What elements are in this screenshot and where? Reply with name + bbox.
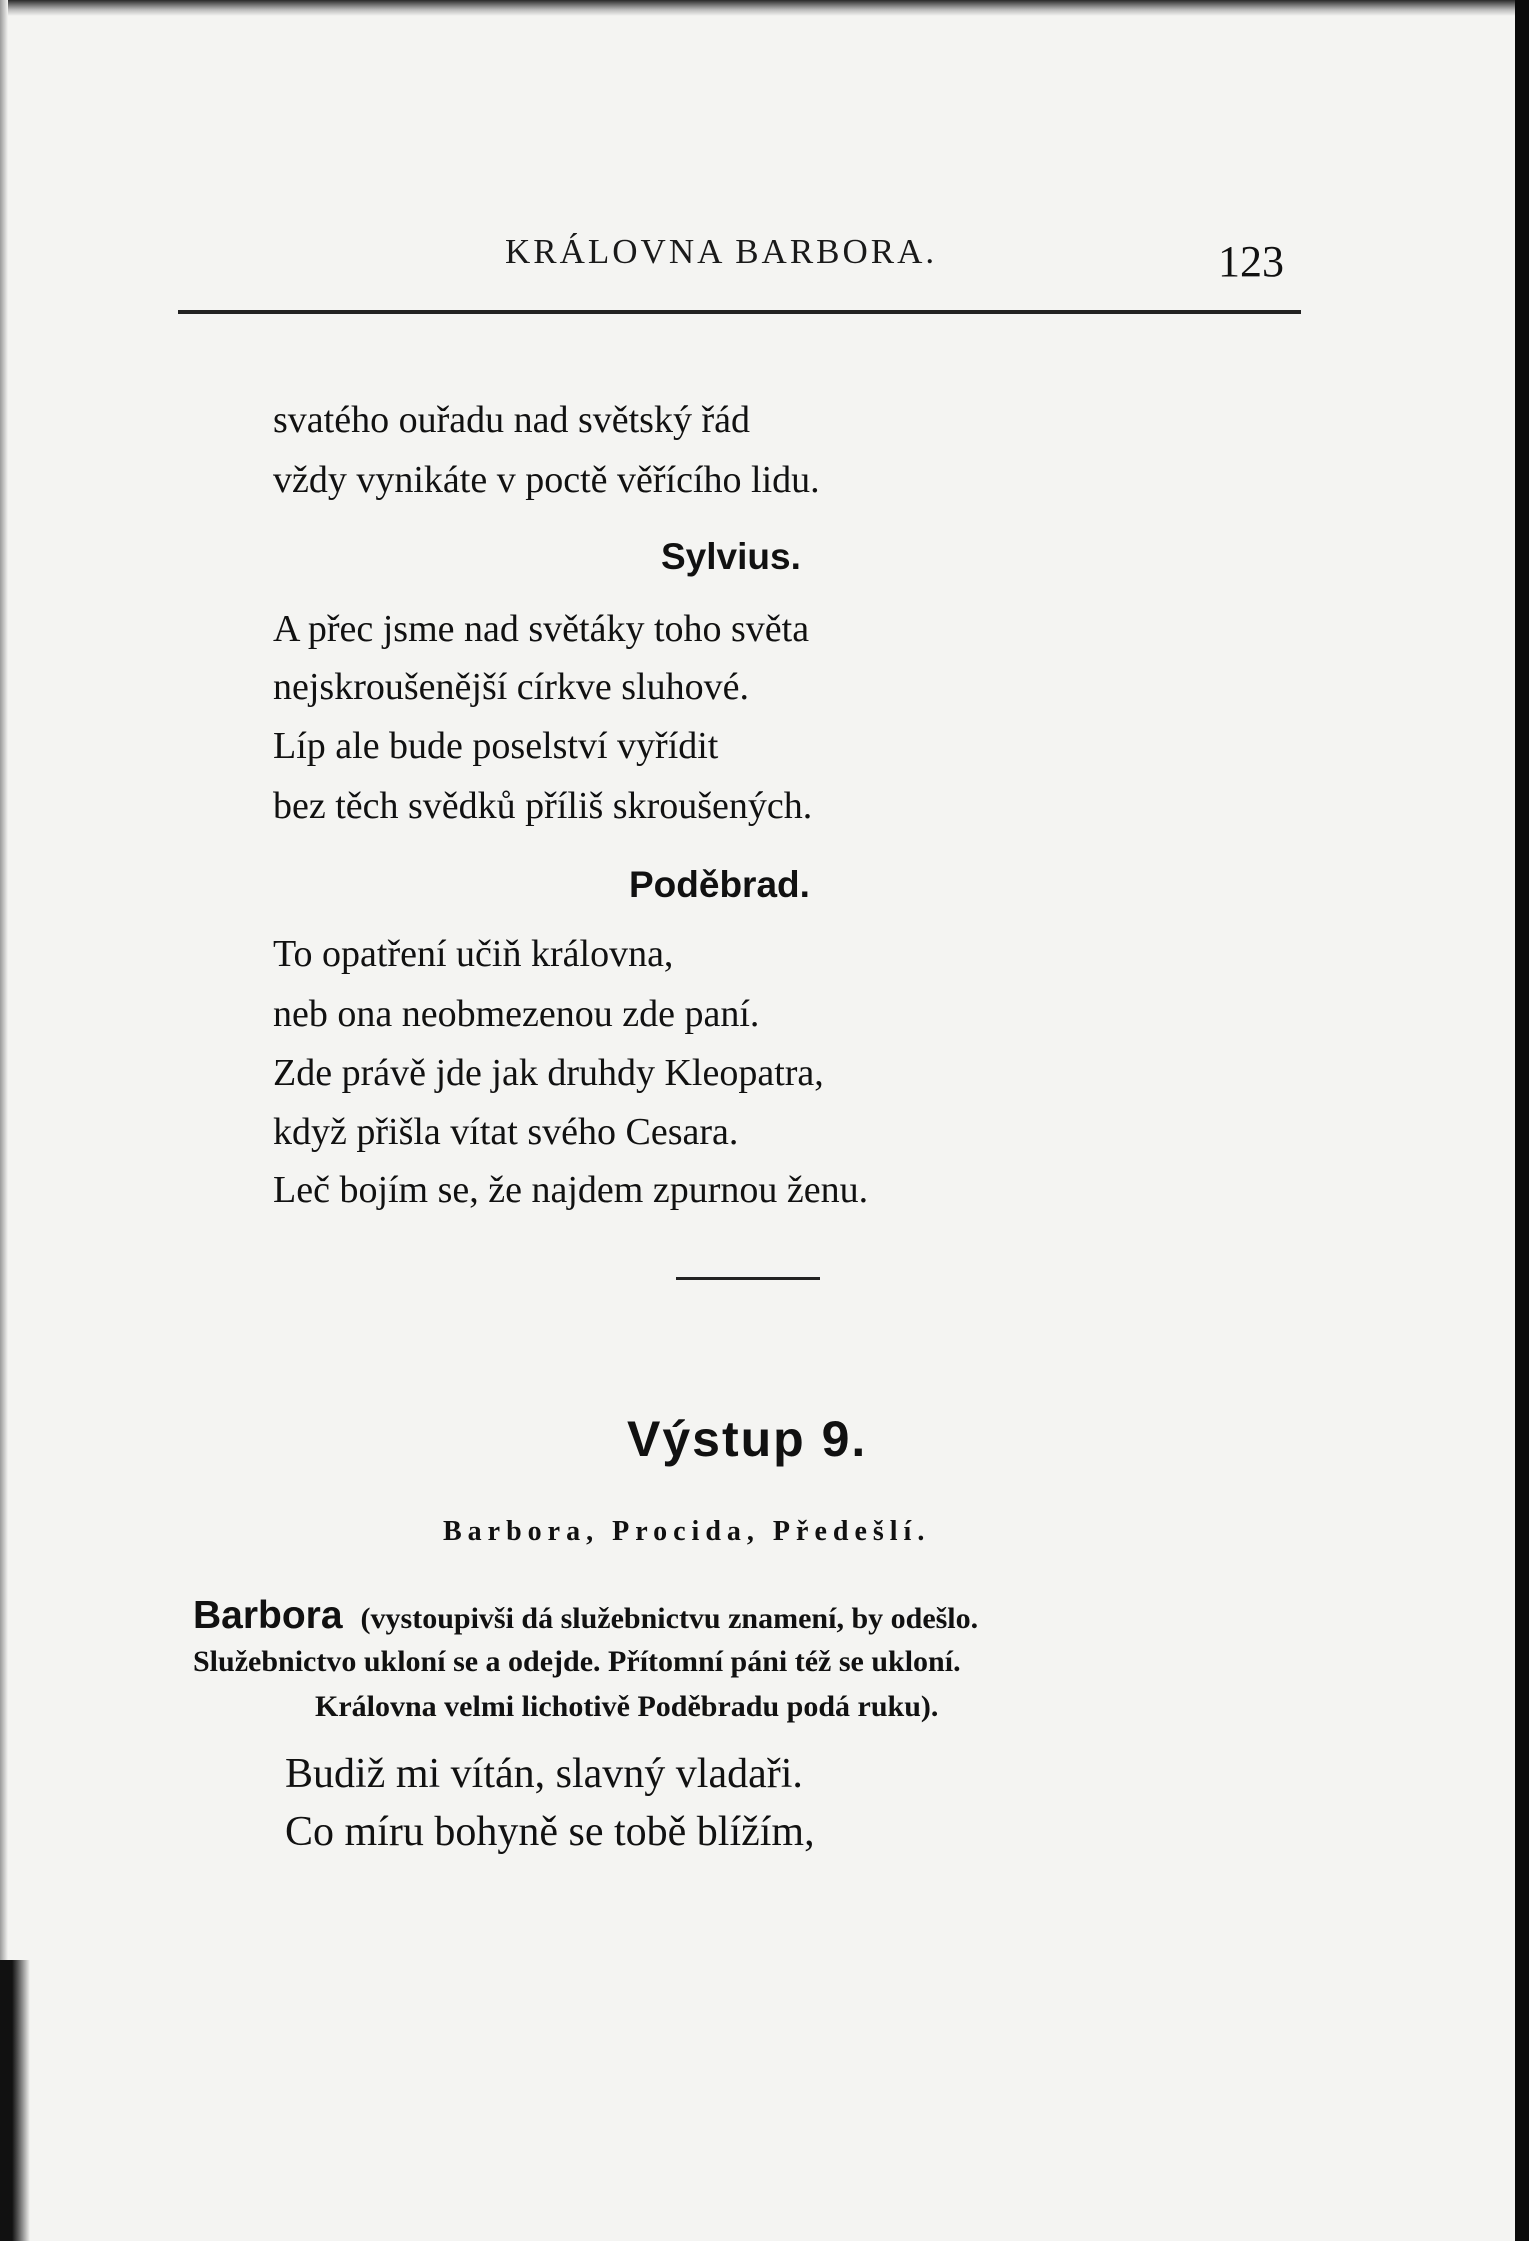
page-left-edge: [0, 0, 8, 2241]
stage-direction-line: [193, 1594, 978, 1638]
speaker-podebrad: Poděbrad.: [629, 864, 810, 905]
binding-shadow: [0, 1960, 30, 2241]
verse-line: A přec jsme nad světáky toho světa: [273, 608, 810, 650]
stage-direction-line: Královna velmi lichotivě Poděbradu podá ruku).: [315, 1690, 939, 1723]
verse-line: To opatření učiň královna,: [273, 933, 674, 975]
stage-direction-text: (vystoupivši dá služebnictvu znamení, by odešlo.: [360, 1602, 979, 1635]
stage-direction-line: Služebnictvo ukloní se a odejde. Přítomní páni též se ukloní.: [193, 1645, 961, 1678]
verse-line: vždy vynikáte v poctě věřícího lidu.: [273, 459, 820, 501]
page-top-edge: [0, 0, 1515, 16]
scene-cast: Barbora, Procida, Předešlí.: [443, 1516, 931, 1547]
speaker-barbora: Barbora: [193, 1594, 343, 1637]
section-divider: [676, 1277, 820, 1280]
verse-line: Leč bojím se, že najdem zpurnou ženu.: [273, 1169, 869, 1211]
scene-title: Výstup 9.: [627, 1411, 868, 1467]
verse-line: nejskroušenější církve sluhové.: [273, 666, 749, 708]
speaker-sylvius: Sylvius.: [661, 536, 801, 577]
verse-line: neb ona neobmezenou zde paní.: [273, 993, 760, 1035]
verse-line: svatého ouřadu nad světský řád: [273, 399, 750, 441]
header-rule: [178, 310, 1301, 314]
verse-line: Líp ale bude poselství vyřídit: [273, 725, 719, 767]
verse-line: když přišla vítat svého Cesara.: [273, 1111, 739, 1153]
verse-line: bez těch svědků příliš skroušených.: [273, 785, 813, 827]
running-title: KRÁLOVNA BARBORA.: [505, 232, 938, 271]
verse-line: Budiž mi vítán, slavný vladaři.: [285, 1751, 803, 1797]
verse-line: Zde právě jde jak druhdy Kleopatra,: [273, 1052, 824, 1094]
page-number: 123: [1218, 237, 1284, 286]
verse-line: Co míru bohyně se tobě blížím,: [285, 1809, 815, 1855]
scan-border: [1515, 0, 1529, 2241]
